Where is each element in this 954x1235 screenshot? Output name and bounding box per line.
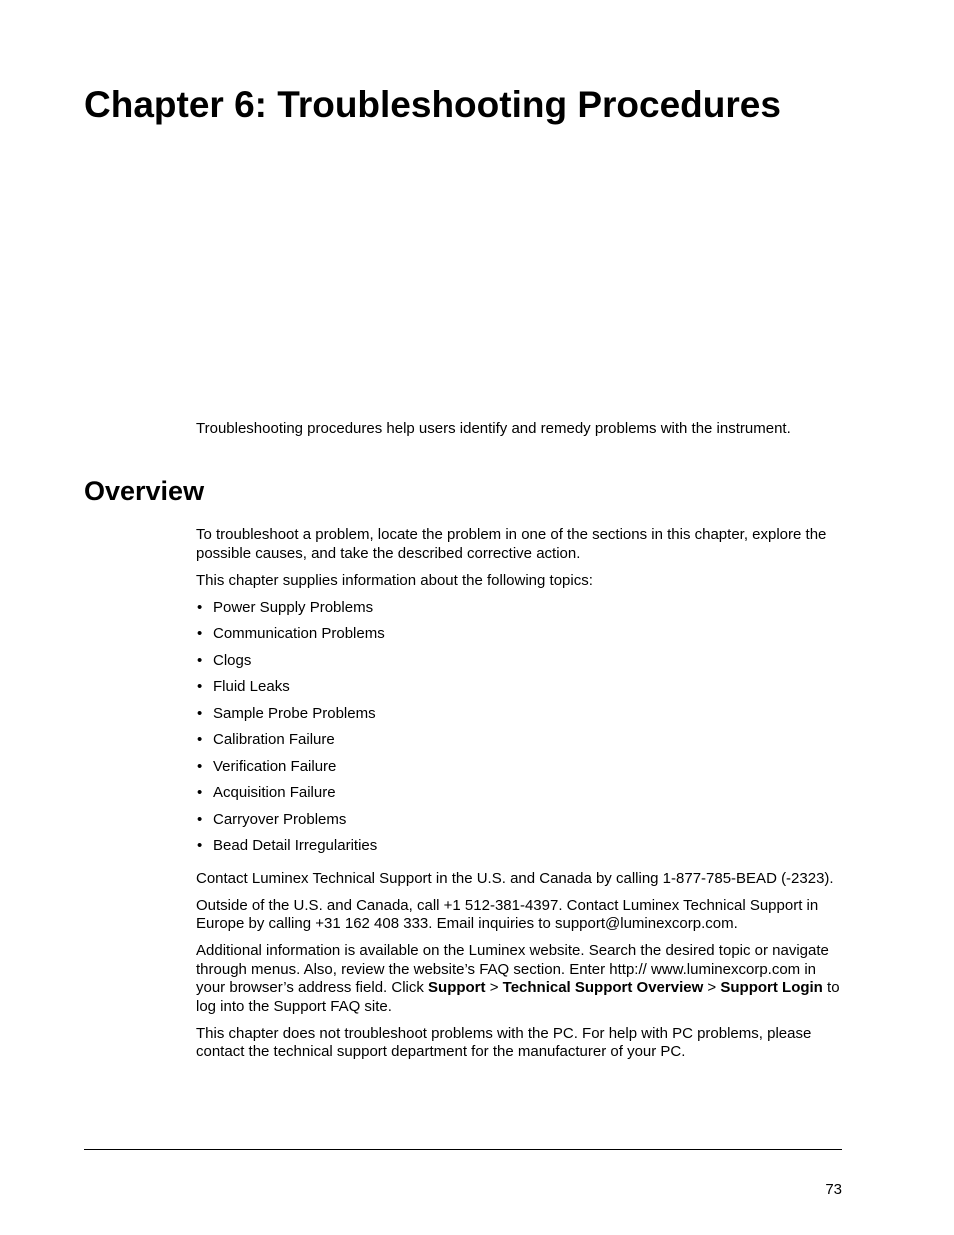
contact-international: Outside of the U.S. and Canada, call +1 512-381-4397. Contact Luminex Technical Support in Europe by calling +31 162 408 333. Email inquiries to support@luminexcorp.com. bbox=[196, 896, 819, 932]
nav-technical-support-overview: Technical Support Overview bbox=[502, 979, 704, 996]
list-item: • Calibration Failure bbox=[196, 731, 846, 758]
list-item: • Communication Problems bbox=[196, 625, 846, 652]
nav-support-login: Support Login bbox=[720, 979, 823, 996]
topics-list bbox=[196, 599, 846, 864]
list-item: • Sample Probe Problems bbox=[196, 705, 846, 732]
overview-body bbox=[196, 526, 846, 1070]
overview-paragraph: To troubleshoot a problem, locate the problem in one of the sections in this chapter, explore the possible causes, and take the described corrective action. bbox=[196, 526, 827, 562]
list-item: • Fluid Leaks bbox=[196, 678, 846, 705]
page-number: 73 bbox=[825, 1181, 842, 1198]
list-item: • Verification Failure bbox=[196, 758, 846, 785]
list-item: • Acquisition Failure bbox=[196, 784, 846, 811]
pc-note: This chapter does not troubleshoot problems with the PC. For help with PC problems, please contact the technical support department for the manufacturer of your PC. bbox=[196, 1024, 812, 1060]
intro-paragraph: Troubleshooting procedures help users identify and remedy problems with the instrument. bbox=[196, 420, 791, 437]
nav-separator: > bbox=[485, 979, 503, 996]
topics-intro: This chapter supplies information about the following topics: bbox=[196, 571, 593, 589]
list-item: • Clogs bbox=[196, 652, 846, 679]
list-item: • Power Supply Problems bbox=[196, 599, 846, 626]
footer-divider bbox=[84, 1149, 842, 1150]
website-text: Additional information is available on the Luminex website. Search the desired topic or navigate through menus. Also, review the website’s FAQ section. Enter http:// www.luminexcorp.com in your browser’s address field. Click bbox=[196, 942, 829, 996]
website-info bbox=[196, 942, 846, 1016]
chapter-title: Chapter 6: Troubleshooting Procedures bbox=[84, 84, 781, 125]
nav-support: Support bbox=[428, 979, 486, 996]
contact-us-canada: Contact Luminex Technical Support in the U.S. and Canada by calling 1-877-785-BEAD (-2323). bbox=[196, 869, 834, 887]
section-heading-overview: Overview bbox=[84, 476, 205, 506]
list-item: • Bead Detail Irregularities bbox=[196, 837, 846, 864]
nav-separator: > bbox=[703, 979, 721, 996]
website-text-end: to log into the Support FAQ site. bbox=[196, 979, 840, 1015]
list-item: • Carryover Problems bbox=[196, 811, 846, 838]
